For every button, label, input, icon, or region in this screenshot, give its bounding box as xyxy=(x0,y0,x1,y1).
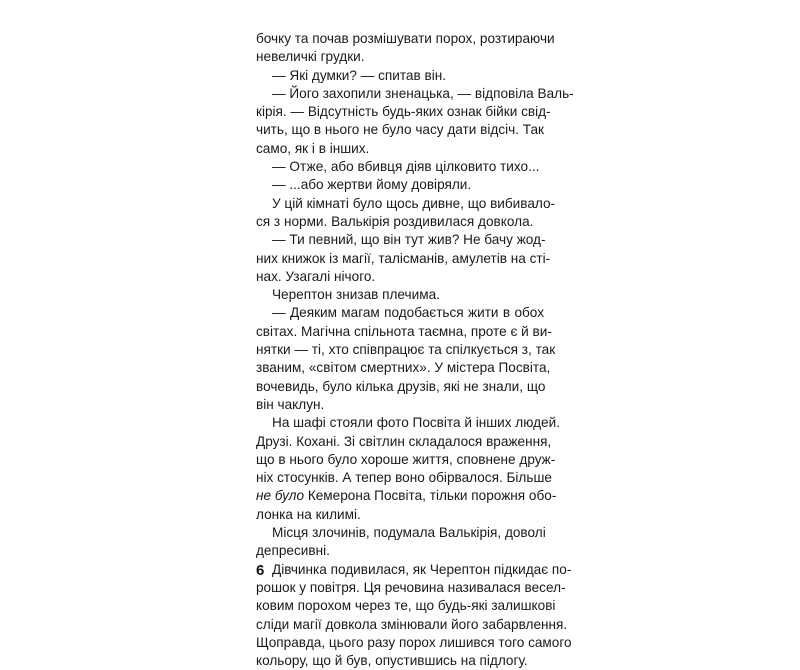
text-line: сліди магії довкола змінювали його забарвлення. xyxy=(256,616,568,632)
page-text xyxy=(256,30,574,670)
text-line: Дівчинка подивилася, як Черептон підкидає по- xyxy=(272,561,572,577)
text-line: — Отже, або вбивця діяв цілковито тихо... xyxy=(272,159,540,175)
text-line: Черептон знизав плечима. xyxy=(272,287,440,303)
page-number: 6 xyxy=(256,562,265,579)
text-line: — Які думки? — спитав він. xyxy=(272,67,447,83)
text-line: світах. Магічна спільнота таємна, проте є й ви- xyxy=(256,323,552,339)
text-line: вочевидь, було кілька друзів, які не знали, що xyxy=(256,378,546,394)
text-line: депресивні. xyxy=(256,543,330,559)
text-line: рошок у повітря. Ця речовина називалася весел- xyxy=(256,579,566,595)
text-line: ніх стосунків. А тепер воно обірвалося. Більше xyxy=(256,470,552,486)
text-line: них книжок із магії, талісманів, амулетів на сті- xyxy=(256,250,551,266)
text-line: На шафі стояли фото Посвіта й інших людей. xyxy=(272,415,560,431)
text-line: У цій кімнаті було щось дивне, що вибивало- xyxy=(272,195,556,211)
text-line: — Деяким магам подобається жити в обох xyxy=(272,305,544,321)
text-line: званим, «світом смертних». У містера Посвіта, xyxy=(256,360,551,376)
text-line: бочку та почав розмішувати порох, розтираючи xyxy=(256,31,555,46)
text-line: що в нього було хороше життя, сповнене друж- xyxy=(256,451,556,467)
text-line: Місця злочинів, подумала Валькірія, доволі xyxy=(272,525,546,541)
text-line: — Ти певний, що він тут жив? Не бачу жод- xyxy=(272,232,546,248)
text-line: ковим порохом через те, що будь-які залишкові xyxy=(256,598,556,614)
text-line: — Його захопили зненацька, — відповіла Валь- xyxy=(272,85,574,101)
text-line: чить, що в нього не було часу дати відсіч. Так xyxy=(256,122,544,138)
text-line-rest: Кемерона Посвіта, тільки порожня обо- xyxy=(304,488,557,504)
emphasized-text: не було xyxy=(256,488,305,504)
text-line: невеличкі грудки. xyxy=(256,49,365,65)
text-line: нятки — ті, хто співпрацює та спілкується з, так xyxy=(256,342,556,358)
text-line: лонка на килимі. xyxy=(256,506,361,522)
text-line: ся з норми. Валькірія роздивилася довкола. xyxy=(256,213,534,229)
text-line: він чаклун. xyxy=(256,396,325,412)
text-line: само, як і в інших. xyxy=(256,140,370,156)
text-line: кірія. — Відсутність будь-яких ознак бійки свід- xyxy=(256,104,551,120)
text-line: нах. Узагалі нічого. xyxy=(256,268,376,284)
text-line: Щоправда, цього разу порох лишився того самого xyxy=(256,634,572,650)
text-line-with-emphasis xyxy=(256,487,557,505)
text-line: Друзі. Кохані. Зі світлин складалося враження, xyxy=(256,433,552,449)
text-line: — ...або жертви йому довіряли. xyxy=(272,177,472,193)
text-line: кольору, що й був, опустившись на підлогу. xyxy=(256,653,528,669)
